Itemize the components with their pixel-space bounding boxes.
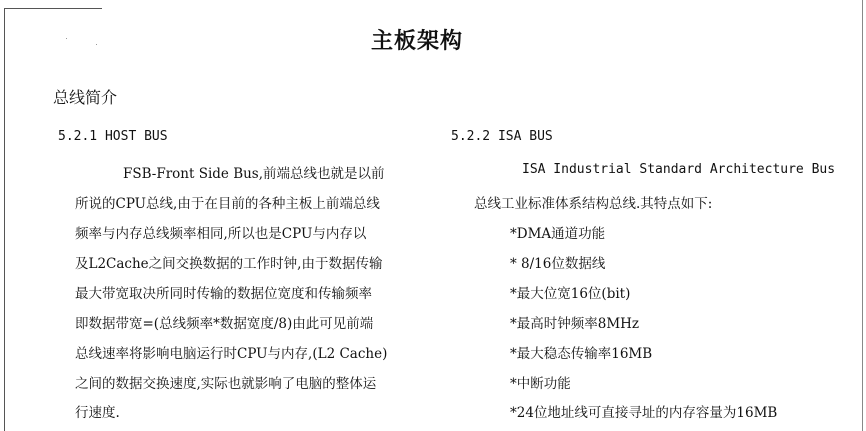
page-border-top <box>4 8 102 9</box>
page-border-right <box>862 0 863 431</box>
isa-intro-line: ISA Industrial Standard Architecture Bus <box>522 162 836 177</box>
feature-list-item: *24位地址线可直接寻址的内存容量为16MB <box>510 405 778 421</box>
heading-host-bus: 5.2.1 HOST BUS <box>58 129 168 144</box>
heading-isa-bus: 5.2.2 ISA BUS <box>451 129 553 144</box>
feature-list-item: *最大位宽16位(bit) <box>510 286 631 302</box>
paragraph-line: 所说的CPU总线,由于在目前的各种主板上前端总线 <box>75 196 380 212</box>
page-title: 主板架构 <box>370 28 463 54</box>
paragraph-line: 最大带宽取决所同时传输的数据位宽度和传输频率 <box>75 286 372 302</box>
feature-list-item: *DMA通道功能 <box>510 226 606 242</box>
feature-list-item: *最大稳态传输率16MB <box>510 346 653 362</box>
page-border-left <box>4 8 5 431</box>
paragraph-line: 总线速率将影响电脑运行时CPU与内存,(L2 Cache) <box>75 346 388 362</box>
feature-list-item: *最高时钟频率8MHz <box>510 316 640 332</box>
paragraph-line: 及L2Cache之间交换数据的工作时钟,由于数据传输 <box>75 256 383 272</box>
feature-list-item: *中断功能 <box>510 376 571 392</box>
section-title: 总线简介 <box>53 88 118 107</box>
paragraph-line: 频率与内存总线频率相同,所以也是CPU与内存以 <box>75 226 367 242</box>
paragraph-line: 行速度. <box>75 405 120 421</box>
isa-intro-line: 总线工业标准体系结构总线.其特点如下: <box>474 196 713 212</box>
paragraph-line: 即数据带宽=(总线频率*数据宽度/8)由此可见前端 <box>75 316 374 332</box>
paragraph-line: FSB-Front Side Bus,前端总线也就是以前 <box>123 166 385 182</box>
paragraph-line: 之间的数据交换速度,实际也就影响了电脑的整体运 <box>75 376 377 392</box>
feature-list-item: * 8/16位数据线 <box>510 256 606 272</box>
